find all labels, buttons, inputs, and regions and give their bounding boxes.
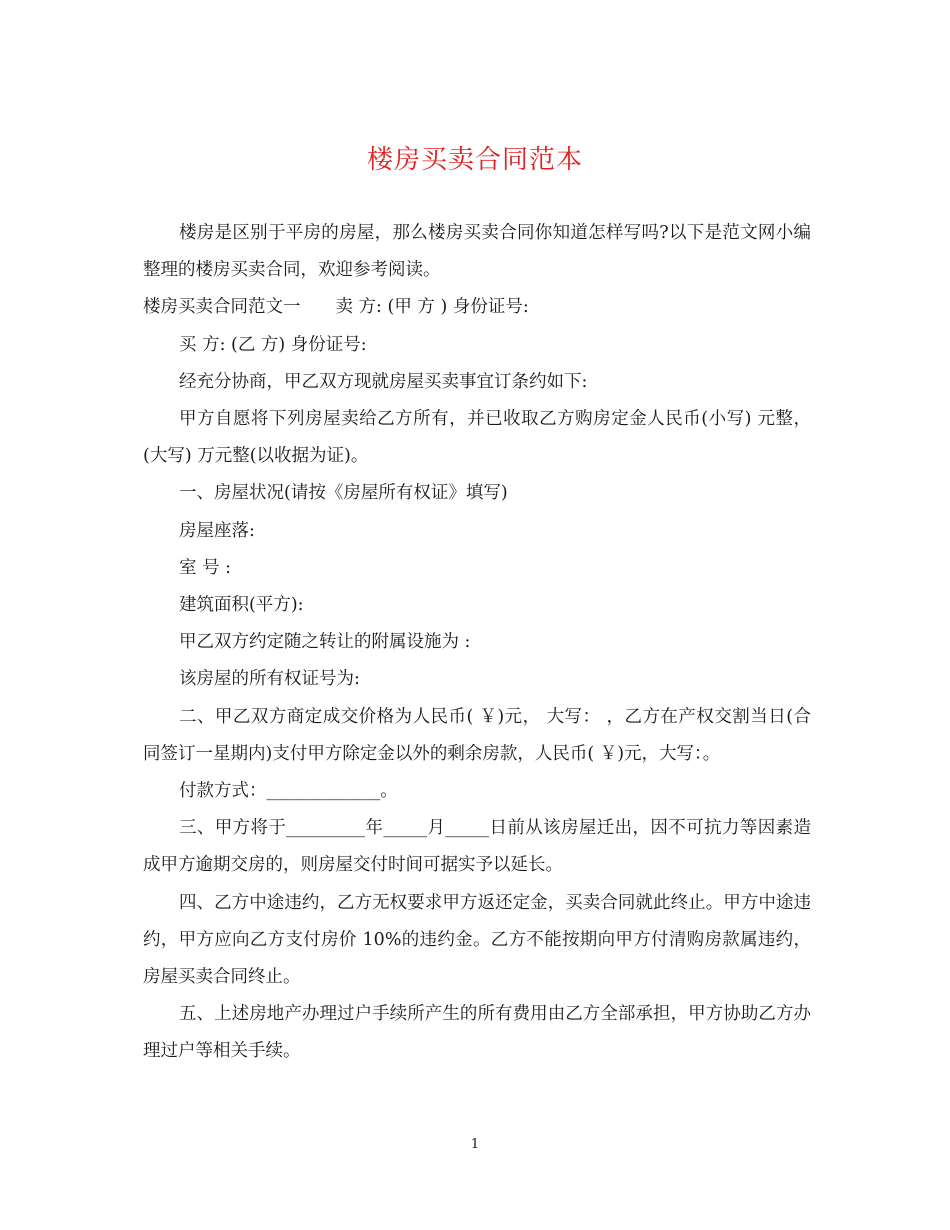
document-title: 楼房买卖合同范本 bbox=[366, 145, 583, 175]
paragraph-deposit: 甲方自愿将下列房屋卖给乙方所有，并已收取乙方购房定金人民币(小写) 元整，(大写) 万元整(以收据为证)。 bbox=[143, 409, 811, 467]
paragraph-section-3: 三、甲方将于_________年_____月_____日前从该房屋迁出，因不可抗力等因素造成甲方逾期交房的，则房屋交付时间可据实予以延长。 bbox=[143, 818, 811, 876]
page-number: 1 bbox=[470, 1137, 480, 1152]
paragraph-section-1: 一、房屋状况(请按《房屋所有权证》填写) bbox=[179, 483, 508, 504]
paragraph-room-number: 室 号 : bbox=[179, 557, 232, 578]
paragraph-facilities: 甲乙双方约定随之转让的附属设施为 : bbox=[179, 632, 471, 653]
paragraph-payment-method: 付款方式：_____________。 bbox=[179, 781, 398, 802]
paragraph-section-5: 五、上述房地产办理过户手续所产生的所有费用由乙方全部承担，甲方协助乙方办理过户等相关手续。 bbox=[143, 1004, 811, 1062]
paragraph-agreement: 经充分协商，甲乙双方现就房屋买卖事宜订条约如下: bbox=[179, 371, 588, 392]
paragraph-section-4: 四、乙方中途违约，乙方无权要求甲方返还定金，买卖合同就此终止。甲方中途违约，甲方应向乙方支付房价 10%的违约金。乙方不能按期向甲方付清购房款属违约，房屋买卖合同终止。 bbox=[143, 892, 811, 988]
paragraph-seller: 楼房买卖合同范文一 卖 方: (甲 方 ) 身份证号: bbox=[143, 297, 529, 318]
paragraph-location: 房屋座落: bbox=[179, 520, 255, 541]
paragraph-intro: 楼房是区别于平房的房屋，那么楼房买卖合同你知道怎样写吗?以下是范文网小编整理的楼房买卖合同，欢迎参考阅读。 bbox=[143, 223, 811, 281]
paragraph-buyer: 买 方: (乙 方) 身份证号: bbox=[179, 334, 367, 355]
paragraph-certificate: 该房屋的所有权证号为: bbox=[179, 669, 360, 690]
document-body bbox=[143, 215, 811, 1071]
paragraph-section-2: 二、甲乙双方商定成交价格为人民币( ￥)元， 大写： ，乙方在产权交割当日(合同签订一星期内)支付甲方除定金以外的剩余房款，人民币( ￥)元，大写：。 bbox=[143, 706, 811, 764]
paragraph-floor-area: 建筑面积(平方): bbox=[179, 595, 304, 616]
